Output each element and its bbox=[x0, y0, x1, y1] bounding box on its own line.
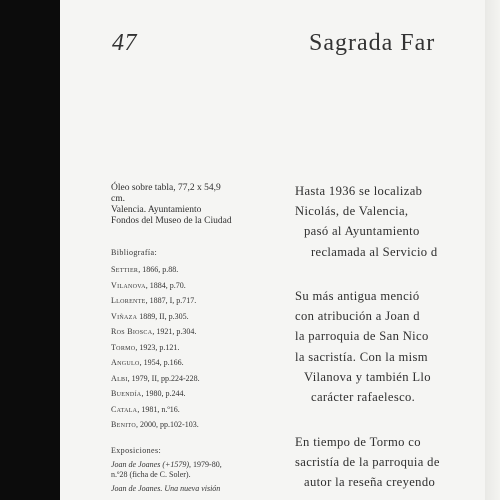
artwork-title: Sagrada Far bbox=[309, 30, 436, 56]
bibliography-item bbox=[111, 386, 200, 402]
essay-line: Su más antigua menció bbox=[295, 289, 420, 303]
exhibition-title: Joan de Joanes (+1579) bbox=[111, 460, 190, 469]
essay-line: la sacristía. Con la mism bbox=[295, 349, 428, 364]
object-info-line: Óleo sobre tabla, 77,2 x 54,9 bbox=[111, 183, 221, 193]
bibliography-ref: , 1921, p.304. bbox=[152, 327, 197, 336]
bibliography-author: Settier bbox=[111, 265, 139, 274]
bibliography-item bbox=[111, 293, 200, 309]
essay-line: En tiempo de Tormo co bbox=[295, 435, 421, 449]
exhibition-item bbox=[111, 460, 222, 470]
dark-left-margin bbox=[0, 0, 60, 500]
bibliography-heading: Bibliografía: bbox=[111, 248, 158, 257]
bibliography-item bbox=[111, 402, 200, 418]
bibliography-item bbox=[111, 417, 200, 433]
bibliography-ref: , 1954, p.166. bbox=[139, 358, 184, 367]
exhibition-item-continued: n.º28 (ficha de C. Soler). bbox=[111, 470, 191, 479]
exhibitions-list bbox=[111, 460, 222, 494]
bibliography-author: Tormo bbox=[111, 342, 136, 352]
essay-paragraph bbox=[295, 432, 440, 493]
exhibition-title: Joan de Joanes. Una nueva visión bbox=[111, 484, 221, 493]
bibliography-author: Buendía bbox=[111, 389, 142, 398]
bibliography-ref: , 1980, p.244. bbox=[141, 389, 186, 398]
bibliography-author: Albi bbox=[111, 373, 128, 383]
object-info-line: Valencia. Ayuntamiento bbox=[111, 205, 202, 215]
object-info bbox=[111, 183, 291, 227]
essay-line: reclamada al Servicio d bbox=[311, 244, 438, 259]
bibliography-author: Vilanova bbox=[111, 280, 146, 290]
essay-line: Nicolás, de Valencia, bbox=[295, 204, 409, 219]
essay-line: la parroquia de San Nico bbox=[295, 329, 429, 344]
bibliography-item bbox=[111, 324, 200, 340]
essay-paragraph bbox=[295, 181, 438, 262]
bibliography-ref: , 2000, pp.102-103. bbox=[136, 420, 199, 429]
exhibitions-heading: Exposiciones: bbox=[111, 446, 162, 455]
bibliography-author: Viñaza bbox=[111, 311, 138, 321]
essay-line: Vilanova y también Llo bbox=[304, 369, 431, 384]
bibliography-ref: , 1866, p.88. bbox=[138, 265, 179, 274]
page-number: 47 bbox=[112, 30, 137, 56]
essay-paragraph bbox=[295, 286, 431, 407]
bibliography-item bbox=[111, 278, 200, 294]
bibliography-author: Ros Biosca bbox=[111, 327, 153, 336]
object-info-line: cm. bbox=[111, 194, 125, 204]
essay-line: carácter rafaelesco. bbox=[311, 390, 416, 405]
exhibition-detail: , 1979-80, bbox=[189, 460, 222, 469]
object-info-line: Fondos del Museo de la Ciudad bbox=[111, 216, 232, 226]
bibliography-ref: , 1981, n.º16. bbox=[137, 404, 180, 414]
bibliography-ref: , 1884, p.70. bbox=[145, 280, 186, 290]
bibliography-author: Llorente bbox=[111, 296, 146, 305]
bibliography-list bbox=[111, 262, 200, 433]
bibliography-item bbox=[111, 340, 200, 356]
bibliography-item bbox=[111, 371, 200, 387]
bibliography-item bbox=[111, 355, 200, 371]
essay-line: con atribución a Joan d bbox=[295, 309, 420, 324]
essay-line: pasó al Ayuntamiento bbox=[304, 224, 420, 239]
exhibition-item bbox=[111, 484, 222, 494]
bibliography-author: Benito bbox=[111, 420, 137, 429]
essay-line: autor la reseña creyendo bbox=[304, 475, 436, 490]
essay-line: sacristía de la parroquia de bbox=[295, 455, 440, 470]
bibliography-item bbox=[111, 309, 200, 325]
page-right-edge bbox=[485, 0, 500, 500]
bibliography-item bbox=[111, 262, 200, 278]
essay-line: Hasta 1936 se localizab bbox=[295, 184, 423, 198]
bibliography-author: Angulo bbox=[111, 358, 140, 367]
bibliography-ref: 1889, II, p.305. bbox=[137, 311, 189, 321]
bibliography-ref: , 1887, I, p.717. bbox=[145, 296, 197, 305]
bibliography-ref: , 1923, p.121. bbox=[135, 342, 180, 352]
bibliography-ref: , 1979, II, pp.224-228. bbox=[127, 373, 200, 383]
bibliography-author: Catala bbox=[111, 404, 138, 414]
